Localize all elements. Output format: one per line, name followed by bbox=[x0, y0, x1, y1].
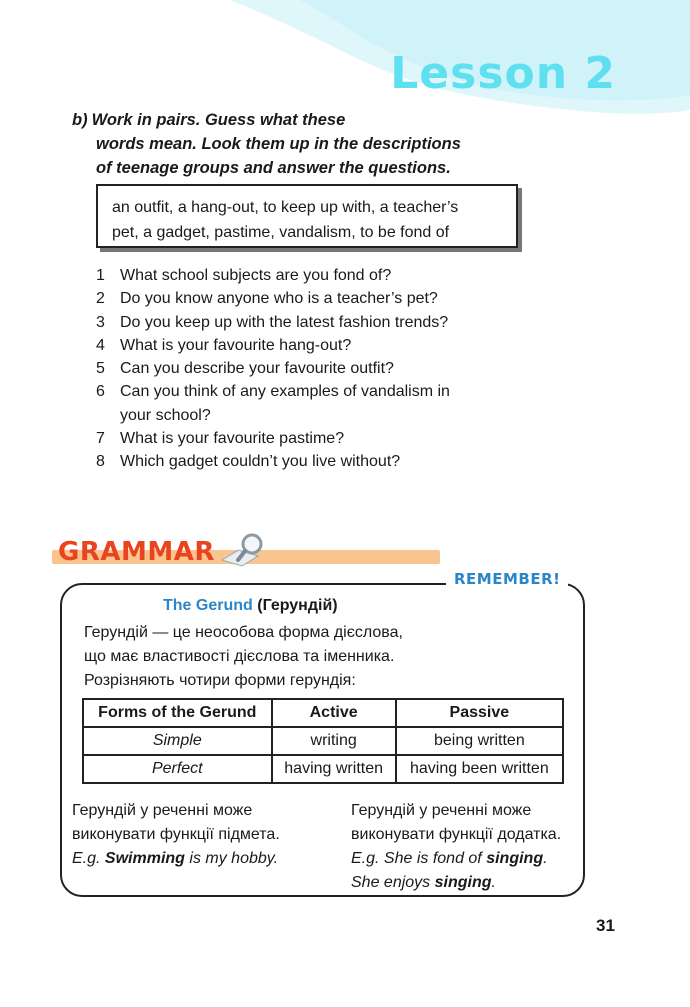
table-header-row: Forms of the Gerund Active Passive bbox=[83, 699, 563, 727]
vocab-line-1: an outfit, a hang-out, to keep up with, a teacher’s bbox=[112, 199, 459, 216]
page-number: 31 bbox=[596, 916, 615, 935]
gerund-heading bbox=[163, 597, 338, 615]
question-item: 6 Can you think of any examples of vandalism in bbox=[96, 383, 450, 401]
grammar-title: GRAMMAR bbox=[58, 537, 215, 567]
gerund-description: Герундій — це неособова форма дієслова, що має властивості дієслова та іменника. Розрізняють чотири форми герундія: bbox=[84, 624, 403, 689]
gerund-heading-en: The Gerund bbox=[163, 597, 253, 614]
question-item: 5 Can you describe your favourite outfit? bbox=[96, 360, 394, 378]
question-item: 3 Do you keep up with the latest fashion trends? bbox=[96, 313, 449, 331]
object-function-note: Герундій у реченні може виконувати функції додатка. E.g. She is fond of singing. She enjoys singing. bbox=[351, 799, 591, 895]
gerund-heading-ua: (Герундій) bbox=[257, 597, 338, 614]
vocabulary-box bbox=[96, 184, 518, 248]
table-row: Simple writing being written bbox=[83, 727, 563, 755]
question-item: 7 What is your favourite pastime? bbox=[96, 430, 345, 448]
question-item: 8 Which gadget couldn’t you live without? bbox=[96, 453, 401, 471]
task-line-1: Work in pairs. Guess what these bbox=[91, 111, 346, 129]
task-label: b) bbox=[72, 111, 88, 129]
question-item-continuation: your school? bbox=[120, 406, 211, 424]
task-line-3: of teenage groups and answer the questions. bbox=[96, 159, 451, 177]
remember-label: REMEMBER! bbox=[446, 570, 568, 588]
subject-function-note: Герундій у реченні може виконувати функції підмета. E.g. Swimming is my hobby. bbox=[72, 799, 332, 871]
table-row: Perfect having written having been written bbox=[83, 755, 563, 783]
questions-list bbox=[96, 264, 516, 474]
object-example-2: She enjoys singing. bbox=[351, 874, 496, 891]
subject-example: E.g. Swimming is my hobby. bbox=[72, 850, 279, 867]
task-instruction bbox=[72, 108, 512, 180]
question-item: 2 Do you know anyone who is a teacher’s pet? bbox=[96, 290, 438, 308]
object-example-1: E.g. She is fond of singing. bbox=[351, 850, 548, 867]
question-item: 4 What is your favourite hang-out? bbox=[96, 336, 352, 354]
vocab-line-2: pet, a gadget, pastime, vandalism, to be fond of bbox=[112, 224, 450, 241]
magnifier-book-icon bbox=[218, 530, 274, 570]
task-line-2: words mean. Look them up in the descriptions bbox=[96, 135, 461, 153]
question-item: 1 What school subjects are you fond of? bbox=[96, 267, 392, 284]
gerund-forms-table bbox=[82, 698, 564, 784]
lesson-title: Lesson 2 bbox=[390, 48, 616, 99]
